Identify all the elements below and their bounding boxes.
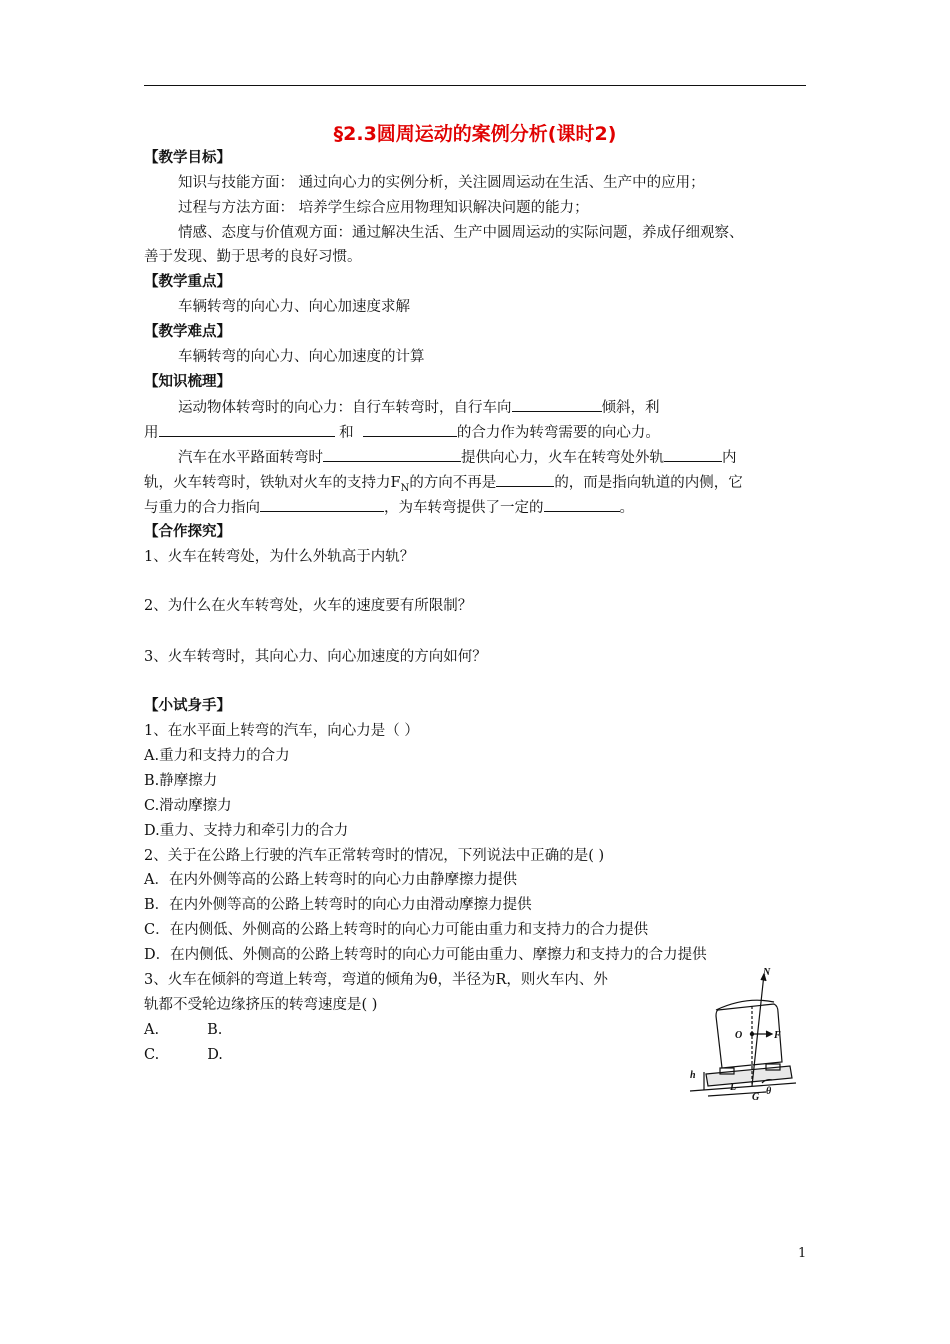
review-text: 与重力的合力指向 bbox=[144, 500, 260, 516]
objectives-header: 【教学目标】 bbox=[144, 149, 231, 166]
label-g: G bbox=[752, 1092, 760, 1103]
practice-q2: 2、关于在公路上行驶的汽车正常转弯时的情况，下列说法中正确的是( ) bbox=[144, 848, 605, 864]
center-of-mass-dot bbox=[750, 1032, 754, 1036]
difficulty-header: 【教学难点】 bbox=[144, 323, 231, 340]
review-line5 bbox=[144, 496, 634, 519]
review-text: 轨，火车转弯时，铁轨对火车的支持力F bbox=[144, 475, 401, 491]
review-text: 的方向不再是 bbox=[409, 475, 497, 491]
review-text: 。 bbox=[619, 500, 634, 516]
fill-blank[interactable] bbox=[159, 421, 335, 437]
review-text: 的，而是指向轨道的内侧，它 bbox=[554, 475, 743, 491]
review-header: 【知识梳理】 bbox=[144, 373, 231, 390]
q2-option-c: C．在内侧低、外侧高的公路上转弯时的向心力可能由重力和支持力的合力提供 bbox=[144, 922, 649, 938]
q3-option-a: A. bbox=[144, 1022, 160, 1038]
review-text: 内 bbox=[722, 450, 737, 466]
objective-attitude-line2: 善于发现、勤于思考的良好习惯。 bbox=[144, 249, 362, 265]
cooperation-q2: 2、为什么在火车转弯处，火车的速度要有所限制？ bbox=[144, 598, 473, 614]
review-text: 的合力作为转弯需要的向心力。 bbox=[456, 425, 660, 441]
label-f: F bbox=[774, 1030, 781, 1041]
objective-attitude-line1: 情感、态度与价值观方面：通过解决生活、生产中圆周运动的实际问题，养成仔细观察、 bbox=[178, 225, 744, 241]
q1-option-c: C.滑动摩擦力 bbox=[144, 798, 232, 814]
review-text: 和 bbox=[339, 425, 354, 441]
page-number: 1 bbox=[798, 1246, 807, 1261]
fill-blank[interactable] bbox=[496, 471, 554, 487]
q2-option-d: D．在内侧低、外侧高的公路上转弯时的向心力可能由重力、摩擦力和支持力的合力提供 bbox=[144, 947, 707, 963]
review-text: ，为车转弯提供了一定的 bbox=[384, 500, 544, 516]
page-title: §2.3圆周运动的案例分析(课时2) bbox=[333, 123, 617, 145]
track-bed-line bbox=[690, 1083, 796, 1091]
subscript-n: N bbox=[400, 482, 410, 494]
cooperation-q3: 3、火车转弯时，其向心力、向心加速度的方向如何？ bbox=[144, 649, 487, 665]
review-text: 用 bbox=[144, 425, 159, 441]
fill-blank[interactable] bbox=[544, 496, 620, 512]
label-n: N bbox=[763, 967, 771, 978]
label-l: L bbox=[730, 1082, 737, 1093]
fill-blank[interactable] bbox=[512, 396, 602, 412]
practice-q3-line1: 3、火车在倾斜的弯道上转弯，弯道的倾角为θ，半径为R，则火车内、外 bbox=[144, 972, 608, 988]
objective-knowledge: 知识与技能方面： 通过向心力的实例分析，关注圆周运动在生活、生产中的应用； bbox=[178, 175, 705, 191]
q3-options-cd bbox=[144, 1044, 223, 1066]
review-line1 bbox=[178, 396, 660, 419]
review-line3 bbox=[178, 446, 737, 469]
q1-option-a: A.重力和支持力的合力 bbox=[144, 748, 290, 764]
fill-blank[interactable] bbox=[260, 496, 384, 512]
cooperation-q1: 1、火车在转弯处，为什么外轨高于内轨？ bbox=[144, 549, 415, 565]
practice-header: 【小试身手】 bbox=[144, 697, 231, 714]
q3-option-d: D. bbox=[207, 1047, 223, 1063]
q3-options-ab bbox=[144, 1019, 222, 1041]
label-h: h bbox=[690, 1070, 696, 1081]
review-text: 运动物体转弯时的向心力：自行车转弯时，自行车向 bbox=[178, 400, 512, 416]
review-text: 汽车在水平路面转弯时 bbox=[178, 450, 323, 466]
key-point-header: 【教学重点】 bbox=[144, 273, 231, 290]
review-line2 bbox=[144, 421, 660, 444]
label-o: O bbox=[735, 1030, 743, 1041]
q3-option-c: C. bbox=[144, 1047, 160, 1063]
fill-blank[interactable] bbox=[664, 446, 722, 462]
track-bed bbox=[706, 1066, 792, 1086]
label-theta: θ bbox=[766, 1086, 772, 1097]
difficulty-text: 车辆转弯的向心力、向心加速度的计算 bbox=[178, 349, 425, 365]
cooperation-header: 【合作探究】 bbox=[144, 523, 231, 540]
header-rule bbox=[144, 85, 806, 86]
review-text: 倾斜，利 bbox=[601, 400, 660, 416]
train-car-body bbox=[716, 1004, 782, 1068]
practice-q1: 1、在水平面上转弯的汽车，向心力是（ ） bbox=[144, 723, 419, 739]
q1-option-d: D.重力、支持力和牵引力的合力 bbox=[144, 823, 349, 839]
review-text: 提供向心力，火车在转弯处外轨 bbox=[461, 450, 664, 466]
key-point-text: 车辆转弯的向心力、向心加速度求解 bbox=[178, 299, 410, 315]
fill-blank[interactable] bbox=[323, 446, 461, 462]
q1-option-b: B.静摩擦力 bbox=[144, 773, 218, 789]
objective-process: 过程与方法方面： 培养学生综合应用物理知识解决问题的能力； bbox=[178, 200, 589, 216]
fill-blank[interactable] bbox=[363, 421, 457, 437]
q3-option-b: B. bbox=[207, 1022, 223, 1038]
practice-q3-line2: 轨都不受轮边缘挤压的转弯速度是( ) bbox=[144, 997, 378, 1013]
q2-option-a: A．在内外侧等高的公路上转弯时的向心力由静摩擦力提供 bbox=[144, 872, 517, 888]
q2-option-b: B．在内外侧等高的公路上转弯时的向心力由滑动摩擦力提供 bbox=[144, 897, 532, 913]
train-curve-diagram bbox=[686, 966, 798, 1106]
